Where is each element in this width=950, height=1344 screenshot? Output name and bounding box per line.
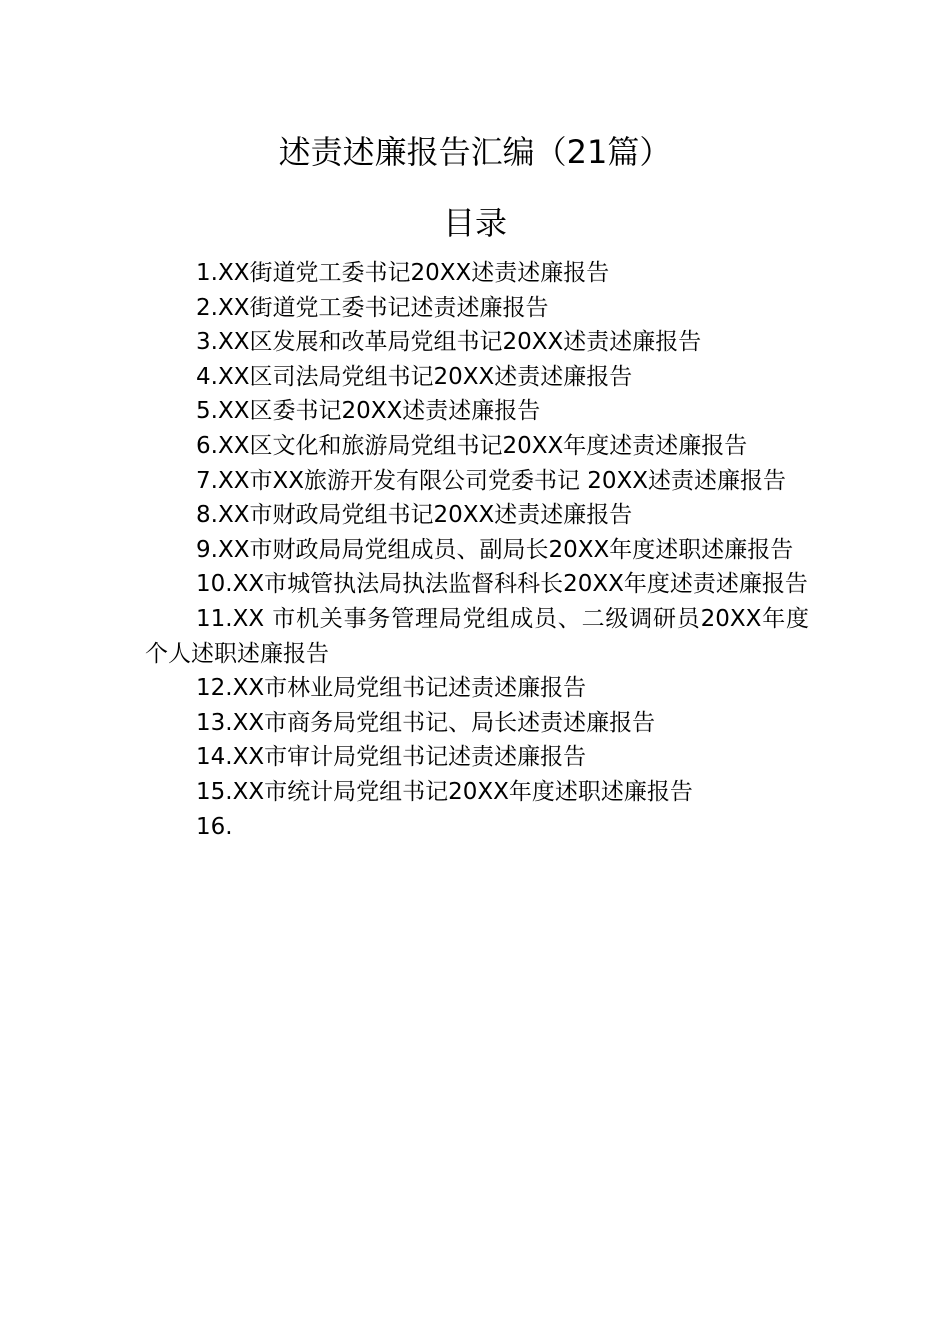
toc-item: 1.XX街道党工委书记20XX述责述廉报告: [196, 260, 610, 286]
toc-item: 2.XX街道党工委书记述责述廉报告: [196, 294, 549, 321]
toc-item: 5.XX区委书记20XX述责述廉报告: [196, 398, 541, 425]
toc-item: 14.XX市审计局党组书记述责述廉报告: [196, 744, 587, 771]
toc-item: 12.XX市林业局党组书记述责述廉报告: [196, 675, 587, 702]
toc-item: 3.XX区发展和改革局党组书记20XX述责述廉报告: [196, 329, 702, 356]
document-title: 述责述廉报告汇编（21篇）: [278, 133, 672, 171]
toc-item: 16.: [196, 813, 233, 840]
toc-item: 13.XX市商务局党组书记、局长述责述廉报告: [196, 709, 656, 736]
toc-item: 11.XX 市机关事务管理局党组成员、二级调研员20XX年度个人述职述廉报告: [145, 605, 809, 667]
toc-item: 4.XX区司法局党组书记20XX述责述廉报告: [196, 363, 633, 390]
toc-item: 10.XX市城管执法局执法监督科科长20XX年度述责述廉报告: [196, 571, 808, 598]
toc-item: 15.XX市统计局党组书记20XX年度述职述廉报告: [196, 778, 693, 805]
toc-heading: 目录: [442, 204, 507, 242]
toc-item: 8.XX市财政局党组书记20XX述责述廉报告: [196, 502, 633, 529]
toc-item: 9.XX市财政局局党组成员、副局长20XX年度述职述廉报告: [196, 536, 794, 563]
table-of-contents: [145, 256, 809, 844]
toc-item: 7.XX市XX旅游开发有限公司党委书记 20XX述责述廉报告: [196, 467, 787, 494]
toc-item: 6.XX区文化和旅游局党组书记20XX年度述责述廉报告: [196, 432, 748, 459]
